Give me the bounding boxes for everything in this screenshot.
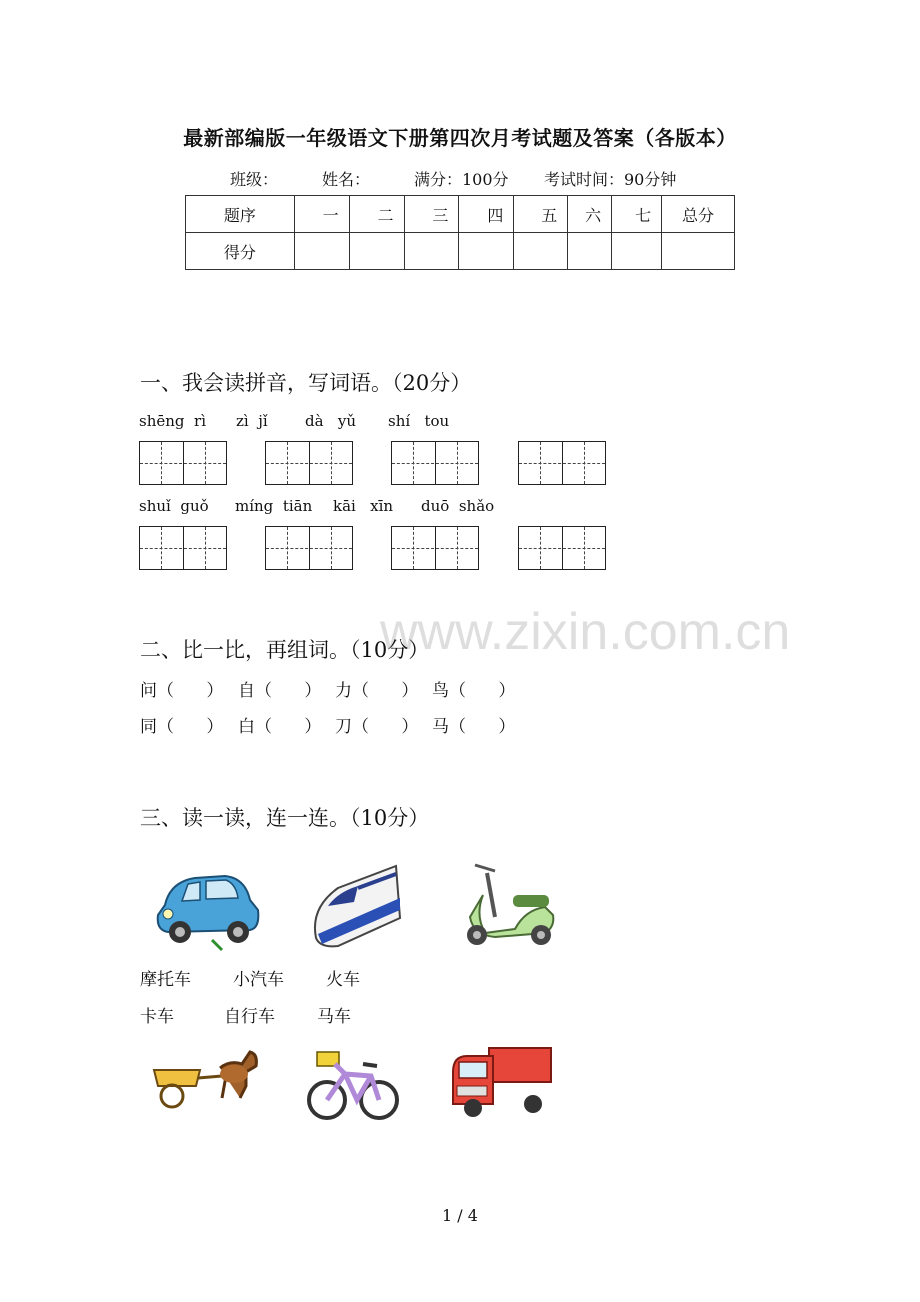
section1-title: 一、我会读拼音，写词语。（20分） [140,371,472,395]
vehicle-word: 摩托车 [140,970,191,990]
compare-item: 马（ ） [432,717,516,737]
score-table [185,195,735,270]
score-cell[interactable] [294,233,349,270]
name-label: 姓名： [322,170,371,189]
class-label: 班级： [230,170,279,189]
vehicle-word: 火车 [326,970,360,990]
exam-time-label: 考试时间：90分钟 [544,170,677,189]
score-cell[interactable] [349,233,404,270]
compare-item: 同（ ） [140,717,224,737]
vehicle-word: 小汽车 [233,970,284,990]
score-table-header-row [186,196,735,233]
pinyin-label: dà yǔ [305,412,356,430]
header-cell: 三 [404,196,459,233]
compare-item: 自（ ） [238,681,322,701]
writing-grid[interactable] [518,441,606,485]
horse-cart-image [150,1040,262,1112]
score-cell[interactable] [459,233,514,270]
header-cell: 五 [514,196,568,233]
score-row-label: 得分 [186,233,295,270]
compare-item: 白（ ） [238,717,322,737]
section2-title: 二、比一比，再组词。（10分） [140,638,430,662]
pinyin-label: shēng rì [139,412,207,430]
score-cell[interactable] [514,233,568,270]
compare-item: 问（ ） [140,681,224,701]
vehicle-word: 自行车 [224,1007,275,1027]
pinyin-label: zì jǐ [236,412,268,430]
bicycle-image [305,1034,400,1124]
full-score-label: 满分：100分 [414,170,509,189]
score-cell[interactable] [612,233,662,270]
header-cell: 四 [459,196,514,233]
vehicle-word: 卡车 [140,1007,174,1027]
score-cell[interactable] [404,233,459,270]
compare-item: 鸟（ ） [432,681,516,701]
page-number: 1 / 4 [442,1206,478,1225]
train-image [308,858,403,950]
watermark: www.zixin.com.cn [380,603,791,661]
page-title: 最新部编版一年级语文下册第四次月考试题及答案（各版本） [183,126,737,150]
header-cell: 一 [294,196,349,233]
header-cell: 总分 [662,196,735,233]
header-cell: 二 [349,196,404,233]
writing-grid[interactable] [265,526,353,570]
section3-title: 三、读一读，连一连。（10分） [140,806,430,830]
writing-grid[interactable] [139,441,227,485]
writing-grid[interactable] [391,441,479,485]
writing-grid[interactable] [391,526,479,570]
scooter-image [455,855,560,947]
score-table-score-row [186,233,735,270]
compare-item: 刀（ ） [335,717,419,737]
pinyin-label: kāi xīn [333,497,394,515]
header-cell: 六 [568,196,612,233]
writing-grid[interactable] [518,526,606,570]
pinyin-label: shuǐ guǒ [139,497,209,515]
writing-grid[interactable] [139,526,227,570]
pinyin-label: shí tou [388,412,450,430]
pinyin-label: míng tiān [235,497,313,515]
vehicle-word: 马车 [317,1007,351,1027]
pinyin-label: duō shǎo [421,497,495,515]
car-image [150,860,265,952]
compare-item: 力（ ） [335,681,419,701]
score-cell[interactable] [568,233,612,270]
header-cell: 七 [612,196,662,233]
score-cell[interactable] [662,233,735,270]
truck-image [445,1038,557,1120]
header-cell: 题序 [186,196,295,233]
writing-grid[interactable] [265,441,353,485]
